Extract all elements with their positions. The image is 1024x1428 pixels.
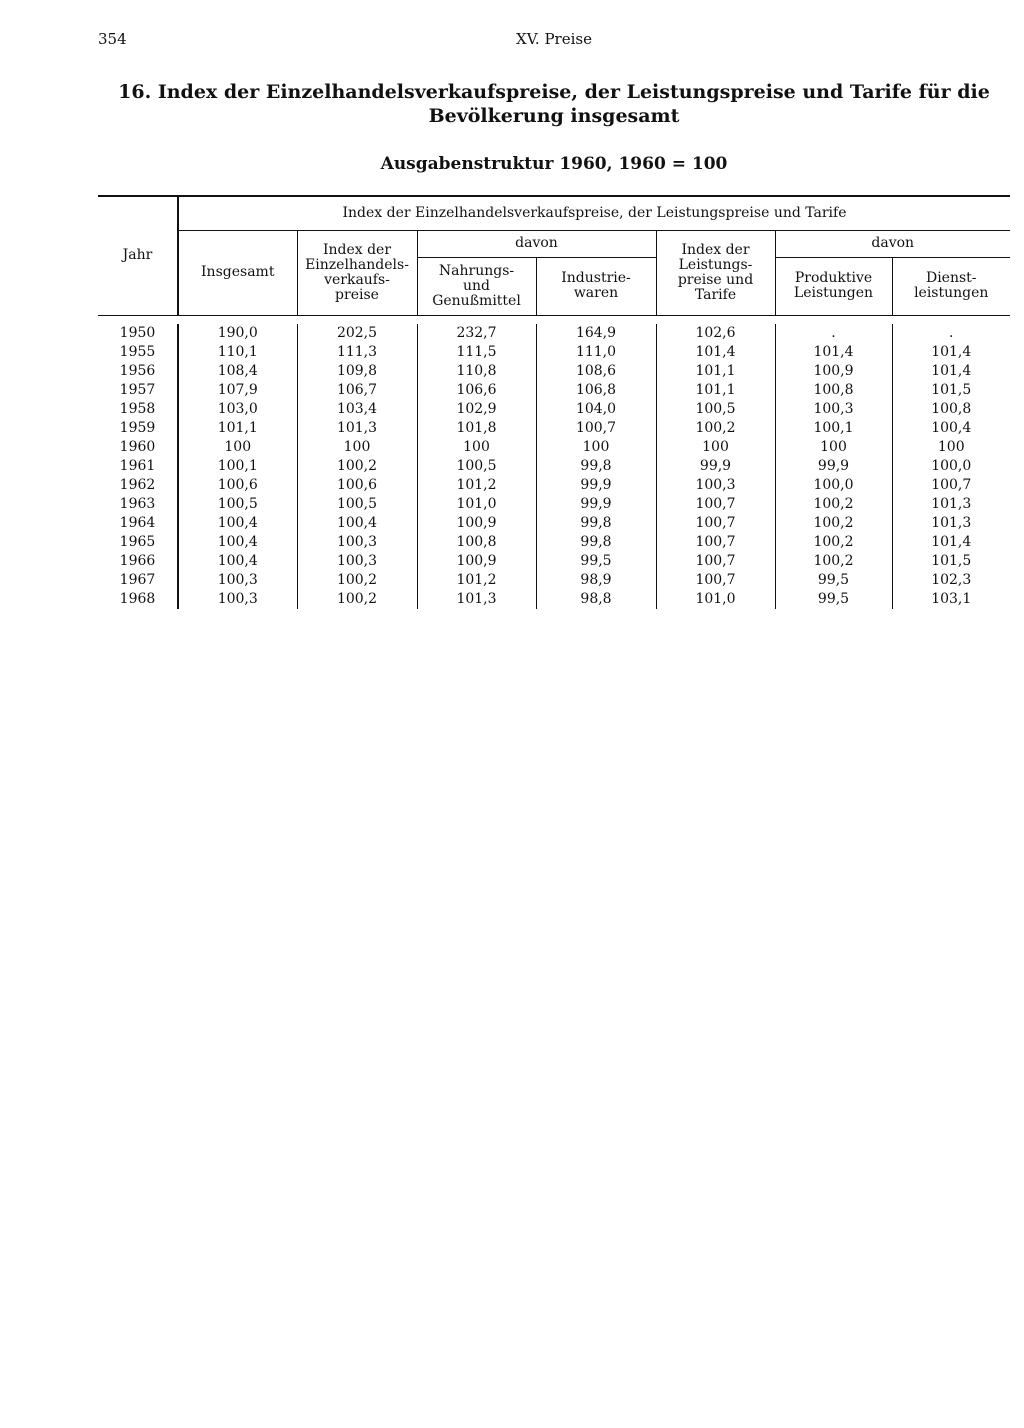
cell-einzelhandel: 100,2 xyxy=(297,571,417,590)
cell-einzelhandel: 101,3 xyxy=(297,419,417,438)
cell-industrie: 100,7 xyxy=(536,419,656,438)
table-title-line2: Bevölkerung insgesamt xyxy=(428,105,680,127)
header-produktiv-l1: Produktive xyxy=(794,270,873,286)
cell-industrie: 98,8 xyxy=(536,590,656,609)
cell-einzelhandel: 202,5 xyxy=(297,324,417,343)
cell-jahr: 1966 xyxy=(119,552,156,569)
cell-industrie: 99,8 xyxy=(536,514,656,533)
cell-leistung: 100,7 xyxy=(656,552,775,571)
header-einzelhandel-l1: Index der xyxy=(322,241,392,258)
cell-produktiv: 100,2 xyxy=(775,514,892,533)
cell-leistung: 101,0 xyxy=(656,590,775,609)
cell-jahr: 1965 xyxy=(119,533,156,550)
cell-produktiv: 99,5 xyxy=(775,571,892,590)
cell-jahr: 1960 xyxy=(119,438,156,455)
cell-leistung: 102,6 xyxy=(656,324,775,343)
header-produktiv xyxy=(775,257,892,315)
cell-nahrung: 101,2 xyxy=(417,571,536,590)
cell-insgesamt: 103,0 xyxy=(178,400,297,419)
cell-nahrung: 101,2 xyxy=(417,476,536,495)
header-dienst xyxy=(892,257,1010,315)
cell-jahr: 1950 xyxy=(119,324,156,341)
price-index-table xyxy=(98,195,1010,609)
cell-nahrung: 100,9 xyxy=(417,552,536,571)
cell-jahr: 1968 xyxy=(119,590,156,607)
header-leistung-l1: Index der xyxy=(681,241,750,258)
cell-industrie: 99,9 xyxy=(536,495,656,514)
header-insgesamt: Insgesamt xyxy=(178,230,297,315)
cell-insgesamt: 100,4 xyxy=(178,533,297,552)
cell-produktiv: 100,0 xyxy=(775,476,892,495)
cell-leistung: 100,3 xyxy=(656,476,775,495)
table-row xyxy=(98,495,1010,514)
table-row xyxy=(98,457,1010,476)
cell-leistung: 101,1 xyxy=(656,381,775,400)
header-einzelhandel xyxy=(297,230,417,315)
cell-nahrung: 106,6 xyxy=(417,381,536,400)
cell-einzelhandel: 100,3 xyxy=(297,533,417,552)
cell-nahrung: 100,5 xyxy=(417,457,536,476)
header-einzelhandel-l4: preise xyxy=(335,286,379,303)
header-produktiv-l2: Leistungen xyxy=(793,285,874,301)
header-leistung-l4: Tarife xyxy=(694,286,737,303)
cell-nahrung: 102,9 xyxy=(417,400,536,419)
cell-produktiv: 101,4 xyxy=(775,343,892,362)
cell-dienst: 101,5 xyxy=(892,381,1010,400)
cell-einzelhandel: 103,4 xyxy=(297,400,417,419)
page-header xyxy=(98,30,1010,52)
table-row xyxy=(98,362,1010,381)
cell-einzelhandel: 100 xyxy=(297,438,417,457)
cell-dienst: . xyxy=(892,324,1010,343)
header-industrie-l2: waren xyxy=(573,285,619,301)
cell-einzelhandel: 109,8 xyxy=(297,362,417,381)
cell-leistung: 100,5 xyxy=(656,400,775,419)
cell-produktiv: 99,9 xyxy=(775,457,892,476)
table-row xyxy=(98,438,1010,457)
cell-industrie: 99,9 xyxy=(536,476,656,495)
cell-dienst: 102,3 xyxy=(892,571,1010,590)
cell-nahrung: 111,5 xyxy=(417,343,536,362)
header-super: Index der Einzelhandelsverkaufspreise, der Leistungspreise und Tarife xyxy=(178,197,1010,230)
cell-dienst: 103,1 xyxy=(892,590,1010,609)
cell-produktiv: 100,9 xyxy=(775,362,892,381)
cell-dienst: 101,4 xyxy=(892,533,1010,552)
header-davon-2: davon xyxy=(775,230,1010,257)
cell-insgesamt: 100,4 xyxy=(178,514,297,533)
cell-nahrung: 100,8 xyxy=(417,533,536,552)
cell-produktiv: . xyxy=(775,324,892,343)
cell-dienst: 101,4 xyxy=(892,343,1010,362)
header-nahrung-l1: Nahrungs- xyxy=(438,262,515,279)
cell-einzelhandel: 100,4 xyxy=(297,514,417,533)
cell-dienst: 100 xyxy=(892,438,1010,457)
cell-insgesamt: 101,1 xyxy=(178,419,297,438)
cell-produktiv: 100,2 xyxy=(775,552,892,571)
cell-produktiv: 100,8 xyxy=(775,381,892,400)
cell-produktiv: 100,1 xyxy=(775,419,892,438)
cell-einzelhandel: 100,2 xyxy=(297,457,417,476)
header-jahr: Jahr xyxy=(98,197,178,315)
cell-insgesamt: 100,3 xyxy=(178,571,297,590)
cell-jahr: 1962 xyxy=(119,476,156,493)
cell-nahrung: 110,8 xyxy=(417,362,536,381)
cell-leistung: 100,7 xyxy=(656,571,775,590)
cell-insgesamt: 100,3 xyxy=(178,590,297,609)
cell-dienst: 101,3 xyxy=(892,495,1010,514)
table-title xyxy=(98,80,1010,128)
cell-produktiv: 100,2 xyxy=(775,533,892,552)
cell-jahr: 1967 xyxy=(119,571,156,588)
cell-jahr: 1961 xyxy=(119,457,156,474)
cell-einzelhandel: 100,3 xyxy=(297,552,417,571)
cell-produktiv: 100,3 xyxy=(775,400,892,419)
cell-leistung: 101,1 xyxy=(656,362,775,381)
header-leistung xyxy=(656,230,775,315)
cell-industrie: 99,8 xyxy=(536,457,656,476)
header-einzelhandel-l3: verkaufs- xyxy=(324,271,390,288)
table-row xyxy=(98,400,1010,419)
chapter-title: XV. Preise xyxy=(516,30,592,48)
header-industrie-l1: Industrie- xyxy=(561,270,631,286)
cell-leistung: 100,2 xyxy=(656,419,775,438)
cell-insgesamt: 100 xyxy=(178,438,297,457)
cell-nahrung: 232,7 xyxy=(417,324,536,343)
cell-leistung: 101,4 xyxy=(656,343,775,362)
header-leistung-l3: preise und xyxy=(677,271,754,288)
table-row xyxy=(98,419,1010,438)
cell-insgesamt: 100,1 xyxy=(178,457,297,476)
cell-jahr: 1964 xyxy=(119,514,156,531)
table-row xyxy=(98,533,1010,552)
cell-jahr: 1958 xyxy=(119,400,156,417)
table-row xyxy=(98,343,1010,362)
cell-dienst: 100,0 xyxy=(892,457,1010,476)
header-nahrung xyxy=(417,257,536,315)
cell-industrie: 106,8 xyxy=(536,381,656,400)
cell-jahr: 1956 xyxy=(119,362,156,379)
cell-nahrung: 101,3 xyxy=(417,590,536,609)
cell-einzelhandel: 100,2 xyxy=(297,590,417,609)
cell-nahrung: 101,0 xyxy=(417,495,536,514)
cell-industrie: 100 xyxy=(536,438,656,457)
header-nahrung-l3: Genußmittel xyxy=(432,292,521,309)
table-subtitle: Ausgabenstruktur 1960, 1960 = 100 xyxy=(380,154,728,174)
cell-insgesamt: 100,6 xyxy=(178,476,297,495)
cell-einzelhandel: 100,5 xyxy=(297,495,417,514)
cell-jahr: 1959 xyxy=(119,419,156,436)
table-row xyxy=(98,476,1010,495)
cell-einzelhandel: 106,7 xyxy=(297,381,417,400)
cell-leistung: 100,7 xyxy=(656,533,775,552)
table-row xyxy=(98,514,1010,533)
cell-insgesamt: 108,4 xyxy=(178,362,297,381)
table-row xyxy=(98,590,1010,609)
cell-dienst: 101,3 xyxy=(892,514,1010,533)
cell-einzelhandel: 100,6 xyxy=(297,476,417,495)
table-body xyxy=(98,324,1010,609)
table-row xyxy=(98,381,1010,400)
cell-leistung: 100,7 xyxy=(656,495,775,514)
cell-leistung: 100,7 xyxy=(656,514,775,533)
cell-nahrung: 100 xyxy=(417,438,536,457)
table-row xyxy=(98,324,1010,343)
header-dienst-l1: Dienst- xyxy=(925,270,977,286)
cell-jahr: 1955 xyxy=(119,343,156,360)
header-einzelhandel-l2: Einzelhandels- xyxy=(305,256,409,273)
cell-produktiv: 100 xyxy=(775,438,892,457)
cell-industrie: 164,9 xyxy=(536,324,656,343)
cell-insgesamt: 100,4 xyxy=(178,552,297,571)
cell-industrie: 99,8 xyxy=(536,533,656,552)
cell-produktiv: 100,2 xyxy=(775,495,892,514)
cell-jahr: 1957 xyxy=(119,381,156,398)
cell-dienst: 100,4 xyxy=(892,419,1010,438)
cell-produktiv: 99,5 xyxy=(775,590,892,609)
cell-industrie: 108,6 xyxy=(536,362,656,381)
table-row xyxy=(98,571,1010,590)
cell-jahr: 1963 xyxy=(119,495,156,512)
cell-leistung: 100 xyxy=(656,438,775,457)
cell-nahrung: 100,9 xyxy=(417,514,536,533)
header-dienst-l2: leistungen xyxy=(914,285,989,301)
cell-dienst: 100,8 xyxy=(892,400,1010,419)
header-nahrung-l2: und xyxy=(463,277,490,294)
cell-dienst: 101,5 xyxy=(892,552,1010,571)
cell-industrie: 99,5 xyxy=(536,552,656,571)
cell-industrie: 104,0 xyxy=(536,400,656,419)
header-leistung-l2: Leistungs- xyxy=(678,256,753,273)
cell-industrie: 98,9 xyxy=(536,571,656,590)
header-industrie xyxy=(536,257,656,315)
cell-insgesamt: 110,1 xyxy=(178,343,297,362)
header-davon-1: davon xyxy=(417,230,656,257)
cell-nahrung: 101,8 xyxy=(417,419,536,438)
cell-leistung: 99,9 xyxy=(656,457,775,476)
cell-insgesamt: 100,5 xyxy=(178,495,297,514)
page-number: 354 xyxy=(98,30,127,48)
cell-einzelhandel: 111,3 xyxy=(297,343,417,362)
cell-insgesamt: 107,9 xyxy=(178,381,297,400)
cell-dienst: 101,4 xyxy=(892,362,1010,381)
cell-insgesamt: 190,0 xyxy=(178,324,297,343)
table-title-line1: 16. Index der Einzelhandelsverkaufspreise, der Leistungspreise und Tarife für die xyxy=(118,81,990,103)
table-row xyxy=(98,552,1010,571)
cell-dienst: 100,7 xyxy=(892,476,1010,495)
cell-industrie: 111,0 xyxy=(536,343,656,362)
